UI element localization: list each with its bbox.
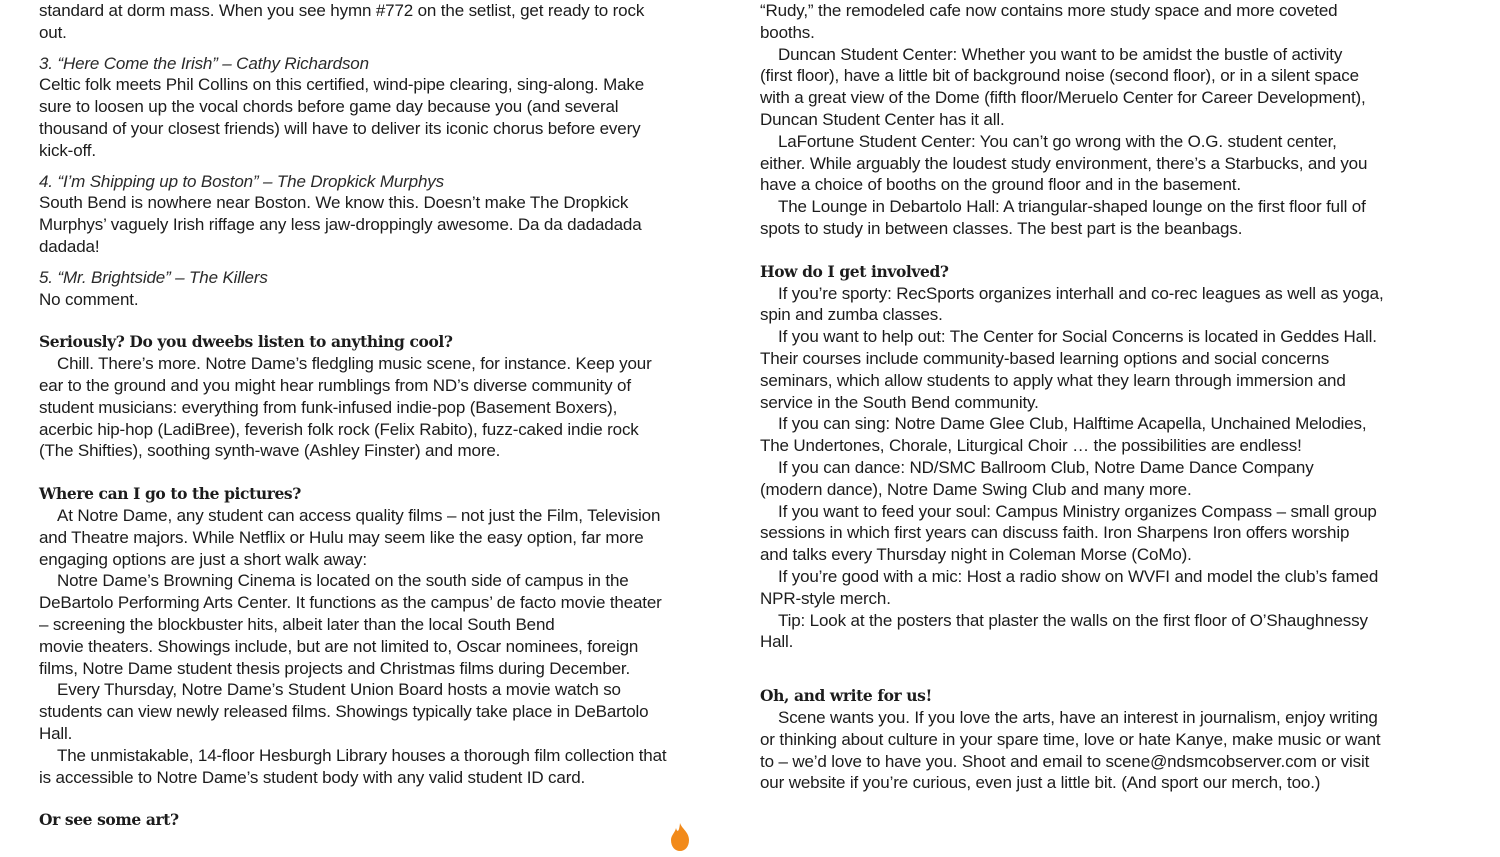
- left-column: [39, 0, 739, 831]
- body-line: spots to study in between classes. The best part is the beanbags.: [760, 218, 1243, 238]
- section-heading: Where can I go to the pictures?: [39, 484, 301, 504]
- body-line: “Rudy,” the remodeled cafe now contains more study space and more coveted: [760, 1, 1338, 20]
- body-line: At Notre Dame, any student can access quality films – not just the Film, Television: [57, 505, 661, 525]
- right-column: [760, 0, 1455, 794]
- body-line: Hall.: [760, 632, 794, 652]
- body-line: South Bend is nowhere near Boston. We know this. Doesn’t make The Dropkick: [39, 193, 629, 213]
- body-line: No comment.: [39, 289, 139, 309]
- body-line: and Theatre majors. While Netflix or Hulu may seem like the easy option, far more: [39, 527, 644, 547]
- body-line: (modern dance), Notre Dame Swing Club and many more.: [760, 479, 1192, 499]
- section-heading: Oh, and write for us!: [760, 686, 932, 706]
- body-line: thousand of your closest friends) will have to deliver its iconic chorus before every: [39, 118, 641, 138]
- body-line: service in the South Bend community.: [760, 392, 1039, 412]
- body-line: sure to loosen up the vocal chords before game day because you (and several: [39, 97, 619, 117]
- body-line: is accessible to Notre Dame’s student body with any valid student ID card.: [39, 767, 586, 787]
- section-heading: Or see some art?: [39, 810, 179, 830]
- body-line: and talks every Thursday night in Coleman Morse (CoMo).: [760, 545, 1192, 565]
- body-line: DeBartolo Performing Arts Center. It functions as the campus’ de facto movie theater: [39, 593, 662, 613]
- body-line: out.: [39, 22, 67, 42]
- flame-icon: [668, 822, 692, 852]
- song-title: 5. “Mr. Brightside” – The Killers: [39, 267, 268, 287]
- body-line: sessions in which first years can discuss faith. Iron Sharpens Iron offers worship: [760, 523, 1350, 543]
- body-line: Murphys’ vaguely Irish riffage any less jaw-droppingly awesome. Da da dadadada: [39, 215, 642, 235]
- body-line: Duncan Student Center: Whether you want to be amidst the bustle of activity: [778, 44, 1343, 64]
- body-line: kick-off.: [39, 140, 96, 160]
- body-line: The Undertones, Chorale, Liturgical Choir … the possibilities are endless!: [760, 436, 1302, 456]
- body-line: movie theaters. Showings include, but are not limited to, Oscar nominees, foreign: [39, 636, 639, 656]
- section-heading: How do I get involved?: [760, 261, 949, 281]
- body-line: LaFortune Student Center: You can’t go wrong with the O.G. student center,: [778, 131, 1337, 151]
- body-line: If you can dance: ND/SMC Ballroom Club, Notre Dame Dance Company: [778, 457, 1314, 477]
- body-line: with a great view of the Dome (fifth floor/Meruelo Center for Career Development),: [760, 88, 1366, 108]
- body-line: spin and zumba classes.: [760, 305, 943, 325]
- body-line: have a choice of booths on the ground floor and in the basement.: [760, 175, 1241, 195]
- body-line: If you’re sporty: RecSports organizes interhall and co-rec leagues as well as yoga,: [778, 283, 1384, 303]
- section-heading: Seriously? Do you dweebs listen to anything cool?: [39, 332, 453, 352]
- body-line: If you’re good with a mic: Host a radio show on WVFI and model the club’s famed: [778, 566, 1379, 586]
- body-line: students can view newly released films. Showings typically take place in DeBartolo: [39, 702, 649, 722]
- body-line: The unmistakable, 14-floor Hesburgh Library houses a thorough film collection that: [57, 745, 667, 765]
- body-line: – screening the blockbuster hits, albeit later than the local South Bend: [39, 614, 555, 634]
- body-line: NPR-style merch.: [760, 588, 891, 608]
- body-line: Notre Dame’s Browning Cinema is located on the south side of campus in the: [57, 571, 629, 591]
- body-line: booths.: [760, 22, 815, 42]
- body-line: If you want to feed your soul: Campus Ministry organizes Compass – small group: [778, 501, 1377, 521]
- song-title: 4. “I’m Shipping up to Boston” – The Dropkick Murphys: [39, 171, 444, 191]
- body-line: (first floor), have a little bit of background noise (second floor), or in a silent space: [760, 66, 1359, 86]
- body-line: student musicians: everything from funk-infused indie-pop (Basement Boxers),: [39, 397, 618, 417]
- body-line: If you can sing: Notre Dame Glee Club, Halftime Acapella, Unchained Melodies,: [778, 414, 1367, 434]
- body-line: Chill. There’s more. Notre Dame’s fledgling music scene, for instance. Keep your: [57, 354, 652, 374]
- body-line: Celtic folk meets Phil Collins on this certified, wind-pipe clearing, sing-along. Make: [39, 75, 645, 95]
- body-line: Duncan Student Center has it all.: [760, 109, 1005, 129]
- body-line: acerbic hip-hop (LadiBree), feverish folk rock (Felix Rabito), fuzz-caked indie rock: [39, 419, 639, 439]
- song-title: 3. “Here Come the Irish” – Cathy Richardson: [39, 53, 369, 73]
- body-line: either. While arguably the loudest study environment, there’s a Starbucks, and you: [760, 153, 1368, 173]
- body-line: seminars, which allow students to apply what they learn through immersion and: [760, 370, 1346, 390]
- body-line: to – we’d love to have you. Shoot and email to scene@ndsmcobserver.com or visit: [760, 751, 1370, 771]
- body-line: Their courses include community-based learning options and social concerns: [760, 348, 1330, 368]
- body-line: Hall.: [39, 723, 73, 743]
- body-line: dadada!: [39, 236, 100, 256]
- body-line: Every Thursday, Notre Dame’s Student Union Board hosts a movie watch so: [57, 680, 621, 700]
- body-line: standard at dorm mass. When you see hymn #772 on the setlist, get ready to rock: [39, 1, 645, 20]
- body-line: films, Notre Dame student thesis projects and Christmas films during December.: [39, 658, 631, 678]
- body-line: or thinking about culture in your spare time, love or hate Kanye, make music or want: [760, 729, 1381, 749]
- body-line: (The Shifties), soothing synth-wave (Ashley Finster) and more.: [39, 441, 501, 461]
- body-line: Tip: Look at the posters that plaster the walls on the first floor of O’Shaughnessy: [778, 610, 1368, 630]
- body-line: our website if you’re curious, even just a little bit. (And sport our merch, too.): [760, 773, 1321, 793]
- body-line: If you want to help out: The Center for Social Concerns is located in Geddes Hall.: [778, 327, 1377, 347]
- body-line: engaging options are just a short walk away:: [39, 549, 367, 569]
- body-line: The Lounge in Debartolo Hall: A triangular-shaped lounge on the first floor full of: [778, 197, 1366, 217]
- body-line: ear to the ground and you might hear rumblings from ND’s diverse community of: [39, 375, 631, 395]
- body-line: Scene wants you. If you love the arts, have an interest in journalism, enjoy writing: [778, 707, 1378, 727]
